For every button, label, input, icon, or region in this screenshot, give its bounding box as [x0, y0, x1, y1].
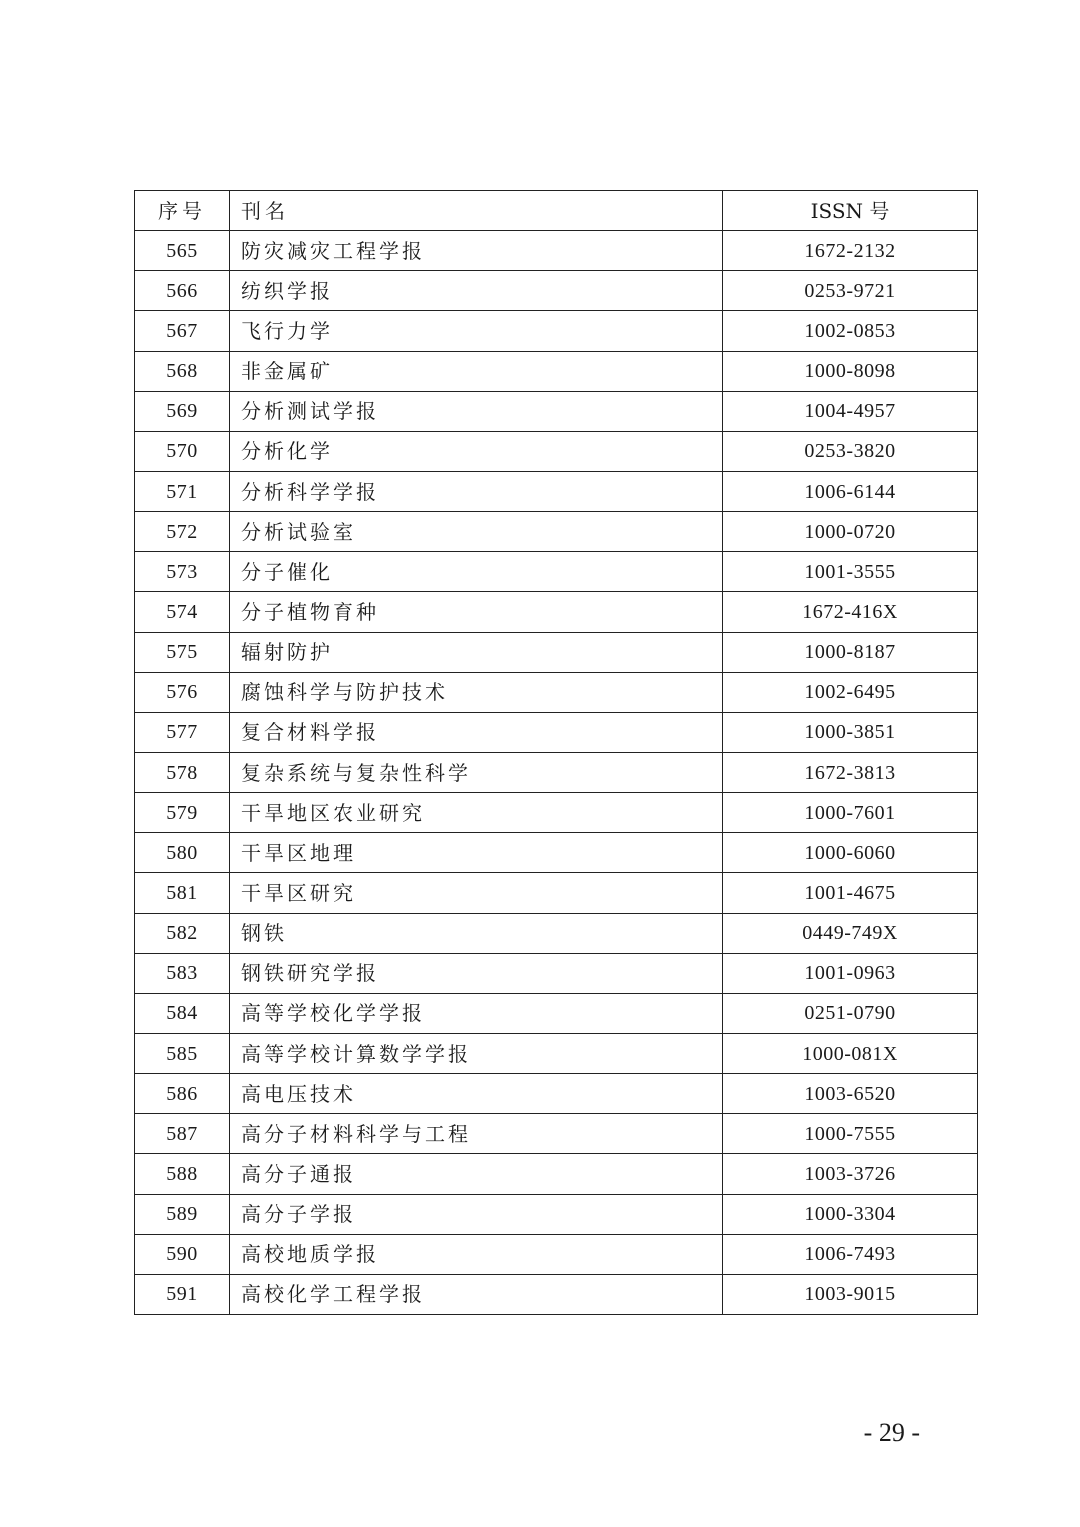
table-row	[135, 913, 978, 953]
cell-serial-number: 571	[135, 471, 230, 511]
table-row	[135, 873, 978, 913]
cell-issn: 1000-7555	[723, 1114, 978, 1154]
cell-journal-name: 高等学校化学学报	[230, 993, 723, 1033]
cell-journal-name: 防灾减灾工程学报	[230, 231, 723, 271]
cell-serial-number: 581	[135, 873, 230, 913]
cell-journal-name: 非金属矿	[230, 351, 723, 391]
cell-issn: 1003-3726	[723, 1154, 978, 1194]
cell-issn: 1000-6060	[723, 833, 978, 873]
table-row	[135, 231, 978, 271]
table-row	[135, 512, 978, 552]
cell-issn: 0253-3820	[723, 431, 978, 471]
cell-serial-number: 584	[135, 993, 230, 1033]
cell-issn: 1003-9015	[723, 1274, 978, 1314]
cell-journal-name: 分析测试学报	[230, 391, 723, 431]
table-row	[135, 712, 978, 752]
cell-serial-number: 580	[135, 833, 230, 873]
cell-serial-number: 567	[135, 311, 230, 351]
cell-issn: 1672-2132	[723, 231, 978, 271]
cell-journal-name: 飞行力学	[230, 311, 723, 351]
header-issn: ISSN 号	[723, 191, 978, 231]
table-row	[135, 391, 978, 431]
cell-serial-number: 575	[135, 632, 230, 672]
cell-serial-number: 577	[135, 712, 230, 752]
table-row	[135, 1074, 978, 1114]
table-body	[135, 231, 978, 1315]
cell-issn: 1006-7493	[723, 1234, 978, 1274]
cell-journal-name: 高分子通报	[230, 1154, 723, 1194]
table-row	[135, 1274, 978, 1314]
cell-serial-number: 573	[135, 552, 230, 592]
cell-issn: 1000-0720	[723, 512, 978, 552]
cell-serial-number: 586	[135, 1074, 230, 1114]
cell-journal-name: 干旱地区农业研究	[230, 793, 723, 833]
cell-issn: 1001-3555	[723, 552, 978, 592]
header-journal-name: 刊名	[230, 191, 723, 231]
cell-issn: 0251-0790	[723, 993, 978, 1033]
cell-serial-number: 574	[135, 592, 230, 632]
cell-journal-name: 分子催化	[230, 552, 723, 592]
cell-issn: 0449-749X	[723, 913, 978, 953]
cell-journal-name: 高等学校计算数学学报	[230, 1033, 723, 1073]
cell-serial-number: 568	[135, 351, 230, 391]
cell-journal-name: 复杂系统与复杂性科学	[230, 752, 723, 792]
cell-serial-number: 565	[135, 231, 230, 271]
cell-serial-number: 566	[135, 271, 230, 311]
cell-issn: 1002-6495	[723, 672, 978, 712]
cell-serial-number: 582	[135, 913, 230, 953]
table-row	[135, 833, 978, 873]
cell-journal-name: 钢铁研究学报	[230, 953, 723, 993]
table-row	[135, 1154, 978, 1194]
cell-serial-number: 572	[135, 512, 230, 552]
table-row	[135, 752, 978, 792]
table-row	[135, 552, 978, 592]
table-row	[135, 592, 978, 632]
table-row	[135, 311, 978, 351]
table-row	[135, 471, 978, 511]
cell-serial-number: 587	[135, 1114, 230, 1154]
cell-journal-name: 分析化学	[230, 431, 723, 471]
cell-issn: 1001-4675	[723, 873, 978, 913]
table-row	[135, 351, 978, 391]
cell-journal-name: 分子植物育种	[230, 592, 723, 632]
cell-issn: 1004-4957	[723, 391, 978, 431]
table-row	[135, 1234, 978, 1274]
cell-serial-number: 588	[135, 1154, 230, 1194]
cell-serial-number: 569	[135, 391, 230, 431]
table-row	[135, 1194, 978, 1234]
cell-journal-name: 复合材料学报	[230, 712, 723, 752]
cell-journal-name: 高分子学报	[230, 1194, 723, 1234]
cell-journal-name: 高校地质学报	[230, 1234, 723, 1274]
table-row	[135, 1033, 978, 1073]
cell-serial-number: 570	[135, 431, 230, 471]
cell-issn: 1672-3813	[723, 752, 978, 792]
cell-serial-number: 589	[135, 1194, 230, 1234]
table-row	[135, 953, 978, 993]
cell-issn: 1000-081X	[723, 1033, 978, 1073]
cell-issn: 0253-9721	[723, 271, 978, 311]
cell-issn: 1672-416X	[723, 592, 978, 632]
cell-issn: 1002-0853	[723, 311, 978, 351]
cell-journal-name: 钢铁	[230, 913, 723, 953]
page-number: - 29 -	[863, 1418, 920, 1447]
cell-issn: 1000-8098	[723, 351, 978, 391]
header-row	[135, 191, 978, 231]
cell-journal-name: 辐射防护	[230, 632, 723, 672]
cell-issn: 1000-3304	[723, 1194, 978, 1234]
cell-journal-name: 纺织学报	[230, 271, 723, 311]
cell-issn: 1003-6520	[723, 1074, 978, 1114]
cell-serial-number: 579	[135, 793, 230, 833]
table-row	[135, 431, 978, 471]
journal-table	[134, 190, 978, 1315]
cell-journal-name: 干旱区研究	[230, 873, 723, 913]
cell-issn: 1000-7601	[723, 793, 978, 833]
cell-issn: 1001-0963	[723, 953, 978, 993]
cell-issn: 1000-3851	[723, 712, 978, 752]
cell-serial-number: 578	[135, 752, 230, 792]
header-serial-number: 序号	[135, 191, 230, 231]
cell-issn: 1006-6144	[723, 471, 978, 511]
cell-serial-number: 590	[135, 1234, 230, 1274]
table-row	[135, 632, 978, 672]
cell-serial-number: 583	[135, 953, 230, 993]
cell-journal-name: 腐蚀科学与防护技术	[230, 672, 723, 712]
cell-journal-name: 干旱区地理	[230, 833, 723, 873]
cell-serial-number: 576	[135, 672, 230, 712]
table-row	[135, 271, 978, 311]
cell-issn: 1000-8187	[723, 632, 978, 672]
cell-journal-name: 分析试验室	[230, 512, 723, 552]
table-row	[135, 993, 978, 1033]
cell-serial-number: 585	[135, 1033, 230, 1073]
table-row	[135, 1114, 978, 1154]
cell-journal-name: 分析科学学报	[230, 471, 723, 511]
cell-serial-number: 591	[135, 1274, 230, 1314]
cell-journal-name: 高分子材料科学与工程	[230, 1114, 723, 1154]
cell-journal-name: 高校化学工程学报	[230, 1274, 723, 1314]
cell-journal-name: 高电压技术	[230, 1074, 723, 1114]
table-row	[135, 672, 978, 712]
table-row	[135, 793, 978, 833]
